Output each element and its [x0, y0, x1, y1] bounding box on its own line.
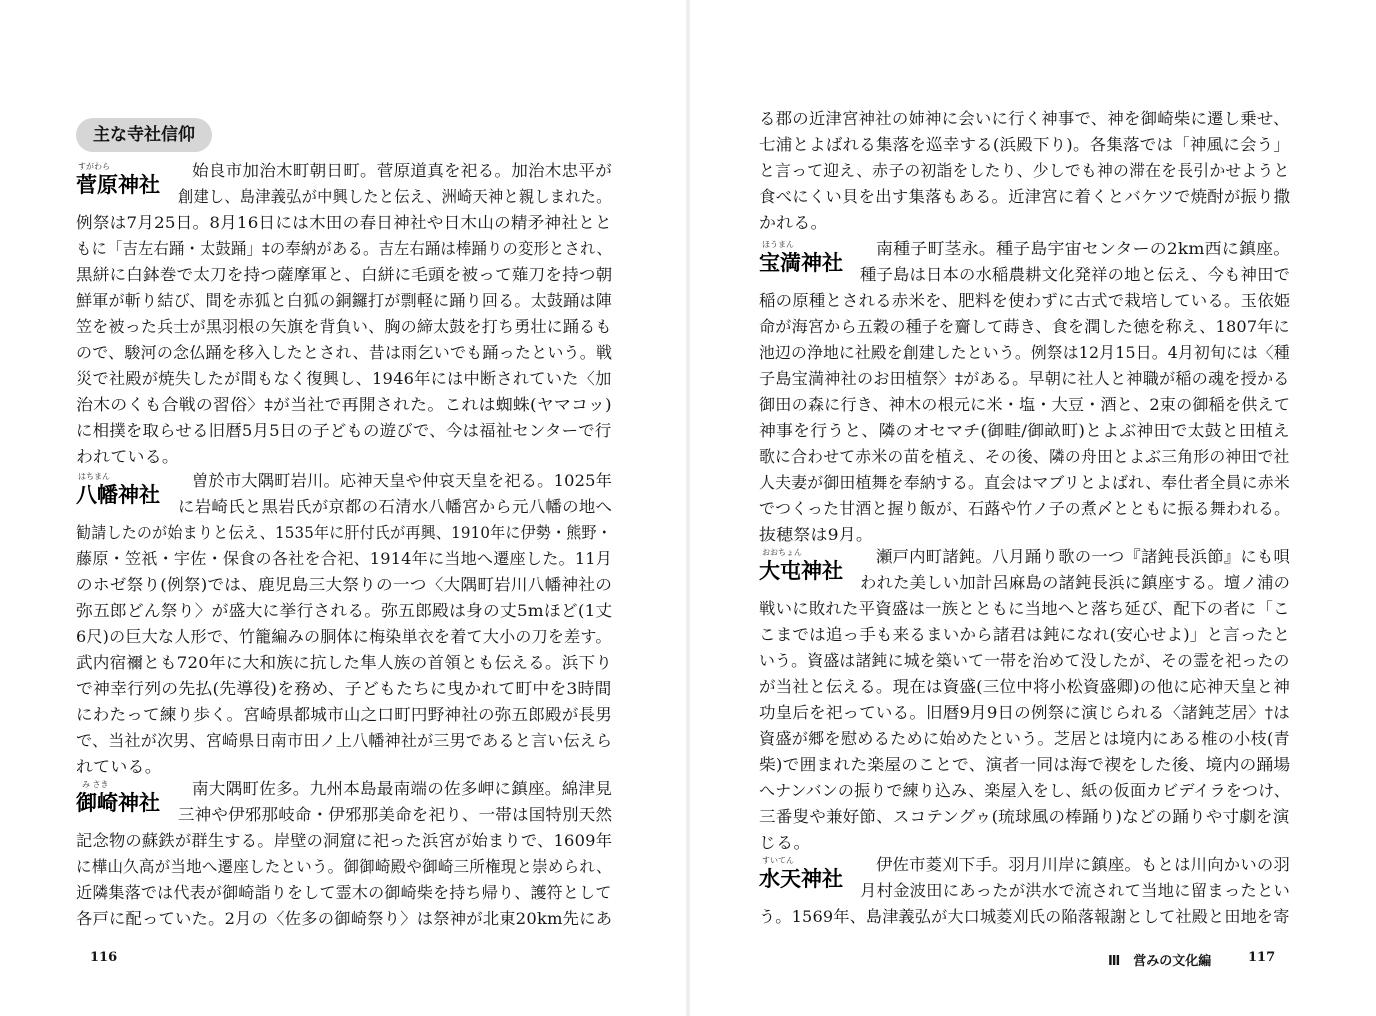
text-line: 命が海宮から五穀の種子を齎して蒔き、食を潤した徳を称え、1807年に	[759, 317, 1290, 336]
text-line: でつくった甘酒と握り飯が、石蕗や竹ノ子の煮〆とともに振る舞われる。	[759, 499, 1291, 518]
text-line: 創建し、島津義弘が中興したと伝え、洲崎天神と親しまれた。	[178, 187, 612, 206]
text-line: 神事を行うと、隣のオセマチ(御畦/御畝町)とよぶ神田で太鼓と田植え	[759, 421, 1290, 440]
right-page	[688, 0, 1376, 1016]
title-ruby: ほうまん	[762, 240, 794, 249]
text-line: が当社と伝える。現在は資盛(三位中将小松資盛卿)の他に応神天皇と神	[759, 677, 1291, 696]
text-line: じる。	[759, 833, 811, 852]
text-line: 南大隅町佐多。九州本島最南端の佐多岬に鎮座。綿津見	[192, 779, 613, 798]
text-line: 6尺)の巨大な人形で、竹籠編みの胴体に梅染単衣を着て大小の刀を差す。	[76, 627, 612, 646]
text-line: に樺山久高が当地へ遷座したという。御御崎殿や御崎三所権現と崇められ、	[76, 857, 612, 876]
entry-title-ootoshi: 大屯神社	[759, 559, 843, 583]
text-line: 資盛が郷を慰めるために始めたという。芝居とは境内にある椎の小枝(青	[759, 729, 1290, 748]
text-line: 人夫妻が御田植舞を奉納する。直会はマブリとよばれ、奉仕者全員に赤米	[759, 473, 1290, 492]
text-line: 三番叟や兼好節、スコテングゥ(琉球風の棒踊り)などの踊りや寸劇を演	[759, 807, 1290, 826]
text-line: 例祭は7月25日。8月16日には木田の春日神社や日木山の精矛神社とと	[76, 213, 612, 232]
text-line: いう。資盛は諸鈍に城を築いて一帯を治めて没したが、その霊を祀ったの	[759, 651, 1290, 670]
text-line: 池辺の浄地に社殿を創建したという。例祭は12月15日。4月初旬には〈種	[759, 343, 1290, 362]
text-line: 月村金波田にあったが洪水で流されて当地に留まったとい	[860, 881, 1291, 900]
section-heading: 主な寺社信仰	[76, 118, 212, 152]
title-ruby: はちまん	[78, 472, 110, 481]
text-line: 始良市加治木町朝日町。菅原道真を祀る。加治木忠平が	[192, 161, 613, 180]
text-line: 黒絣に白鉢巻で太刀を持つ薩摩軍と、白絣に毛頭を被って薙刀を持つ朝	[76, 265, 613, 284]
text-line: で、当社が次男、宮崎県日南市田ノ上八幡神社が三男であると言い伝えら	[76, 731, 613, 750]
text-line: 近隣集落では代表が御崎詣りをして霊木の御崎柴を持ち帰り、護符として	[76, 883, 612, 902]
text-line: へナンバンの振りで練り込み、楽屋入をし、紙の仮面カビデイラをつけ、	[759, 781, 1290, 800]
text-line: る郡の近津宮神社の姉神に会いに行く神事で、神を御崎柴に遷し乗せ、	[759, 109, 1290, 128]
text-line: われた美しい加計呂麻島の諸鈍長浜に鎮座する。壇ノ浦の	[860, 573, 1291, 592]
text-line: 稲の原種とされる赤米を、肥料を使わずに古式で栽培している。玉依姫	[759, 291, 1291, 310]
text-line: にわたって練り歩く。宮崎県都城市山之口町円野神社の弥五郎殿が長男	[76, 705, 613, 724]
entry-title-misaki: 御崎神社	[76, 791, 160, 815]
text-line: 種子島は日本の水稲農耕文化発祥の地と伝え、今も神田で	[860, 265, 1291, 284]
text-line: かれる。	[759, 213, 828, 232]
text-line: 戦いに敗れた平資盛は一族とともに当地へと落ち延び、配下の者に「こ	[759, 599, 1290, 618]
text-line: 御田の森に行き、神木の根元に米・塩・大豆・酒と、2束の御稲を供えて	[759, 395, 1291, 414]
text-line: 藤原・笠祇・宇佐・保食の各社を合祀、1914年に当地へ遷座した。11月	[76, 549, 613, 568]
text-line: のホゼ祭り(例祭)では、鹿児島三大祭りの一つ〈大隅町岩川八幡神社の	[76, 575, 613, 594]
title-ruby: すがわら	[78, 162, 110, 171]
text-line: に相撲を取らせる旧暦5月5日の子どもの遊びで、今は福祉センターで行	[76, 421, 612, 440]
page-number-left: 116	[90, 950, 118, 965]
running-head: Ⅲ 営みの文化編	[1108, 954, 1212, 969]
text-line: に岩崎氏と黒岩氏が京都の石清水八幡宮から元八幡の地へ	[178, 497, 613, 516]
title-ruby: すいてん	[762, 856, 794, 865]
text-line: もに「吉左右踊・太鼓踊」‡の奉納がある。吉左右踊は棒踊りの変形とされ、	[76, 239, 612, 258]
text-line: う。1569年、島津義弘が大口城菱刈氏の陥落報謝として社殿と田地を寄	[759, 907, 1290, 926]
text-line: 三神や伊邪那岐命・伊邪那美命を祀り、一帯は国特別天然	[178, 805, 613, 824]
text-line: 功皇后を祀っている。旧暦9月9日の例祭に演じられる〈諸鈍芝居〉†は	[759, 703, 1290, 722]
text-line: ので、駿河の念仏踊を移入したとされ、昔は雨乞いでも踊ったという。戦	[76, 343, 613, 362]
text-line: 子島宝満神社のお田植祭〉‡がある。早朝に社人と神職が稲の魂を授かる	[759, 369, 1290, 388]
text-line: 武内宿禰とも720年に大和族に抗した隼人族の首領とも伝える。浜下り	[76, 653, 613, 672]
text-line: われている。	[76, 447, 180, 466]
text-line: 弥五郎どん祭り〉が盛大に挙行される。弥五郎殿は身の丈5mほど(1丈	[76, 601, 613, 620]
text-line: 伊佐市菱刈下手。羽月川岸に鎮座。もとは川向かいの羽	[876, 855, 1291, 874]
text-line: 勧請したのが始まりと伝え、1535年に肝付氏が再興、1910年に伊勢・熊野・	[76, 523, 612, 542]
text-line: 歌に合わせて赤米の苗を植え、その後、隣の舟田とよぶ三角形の神田で社	[759, 447, 1290, 466]
entry-title-hachiman: 八幡神社	[76, 483, 160, 507]
text-line: 笠を被った兵士が黒羽根の矢旗を背負い、胸の締太鼓を打ち勇壮に踊るも	[76, 317, 612, 336]
text-line: こまでは追っ手も来るまいから諸君は鈍になれ(安心せよ)」と言ったと	[759, 625, 1291, 644]
text-line: 七浦とよばれる集落を巡幸する(浜殿下り)。各集落では「神風に会う」	[759, 135, 1291, 154]
entry-title-sugawara: 菅原神社	[76, 173, 160, 197]
text-line: で神幸行列の先払(先導役)を務め、子どもたちに曳かれて町中を3時間	[76, 679, 612, 698]
entry-title-homan: 宝満神社	[759, 251, 843, 275]
title-ruby: み さき	[82, 780, 109, 789]
title-ruby: おおちょん	[762, 548, 802, 557]
text-line: 柴)で囲まれた楽屋のことで、演者一同は海で禊をした後、境内の踊場	[759, 755, 1291, 774]
text-line: と言って迎え、赤子の初詣をしたり、少しでも神の滞在を長引かせようと	[759, 161, 1290, 180]
text-line: 鮮軍が斬り結び、間を赤狐と白狐の銅鑼打が剽軽に踊り回る。太鼓踊は陣	[76, 291, 612, 310]
text-line: 治木のくも合戦の習俗〉‡が当社で再開された。これは蜘蛛(ヤマコッ)	[76, 395, 612, 414]
page-number-right: 117	[1248, 950, 1276, 965]
text-line: れている。	[76, 757, 162, 776]
text-line: 各戸に配っていた。2月の〈佐多の御崎祭り〉は祭神が北東20km先にあ	[76, 909, 613, 928]
text-line: 災で社殿が焼失したが間もなく復興し、1946年には中断されていた〈加	[76, 369, 612, 388]
text-line: 曽於市大隅町岩川。応神天皇や仲哀天皇を祀る。1025年	[192, 471, 613, 490]
entry-title-suiten: 水天神社	[759, 867, 843, 891]
text-line: 抜穂祭は9月。	[759, 525, 874, 544]
text-line: 食べにくい貝を出す集落もある。近津宮に着くとバケツで焼酎が振り撒	[759, 187, 1291, 206]
text-line: 記念物の蘇鉄が群生する。岸壁の洞窟に祀った浜宮が始まりで、1609年	[76, 831, 613, 850]
text-line: 南種子町茎永。種子島宇宙センターの2km西に鎮座。	[876, 239, 1291, 258]
text-line: 瀬戸内町諸鈍。八月踊り歌の一つ『諸鈍長浜節』にも唄	[876, 547, 1291, 566]
